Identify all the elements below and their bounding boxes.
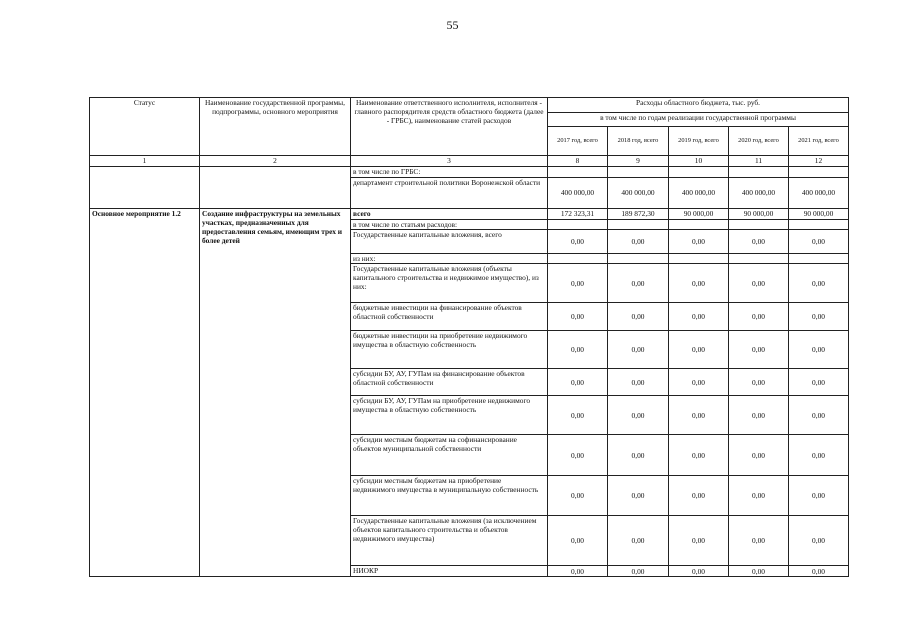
row-value: 0,00 — [548, 369, 608, 396]
row-value: 0,00 — [789, 331, 849, 369]
row-value — [608, 220, 669, 230]
budget-table — [89, 97, 849, 577]
header-year: 2018 год, всего — [608, 127, 669, 156]
row-value: 0,00 — [548, 331, 608, 369]
page-number: 55 — [446, 18, 459, 32]
header-expenses-title: Расходы областного бюджета, тыс. руб. — [548, 98, 849, 113]
index-row — [90, 156, 849, 167]
row-value — [548, 254, 608, 264]
row-value: 0,00 — [608, 566, 669, 577]
row-label: НИОКР — [351, 566, 548, 577]
row-value: 0,00 — [789, 369, 849, 396]
row-value: 400 000,00 — [608, 178, 669, 209]
row-value — [548, 220, 608, 230]
row-label: в том числе по статьям расходов: — [351, 220, 548, 230]
row-value: 0,00 — [729, 396, 789, 435]
row-value: 0,00 — [608, 476, 669, 516]
row-value — [548, 167, 608, 178]
row-value: 0,00 — [789, 303, 849, 331]
row-label: субсидии местным бюджетам на софинансирование объектов муниципальной собственности — [351, 435, 548, 476]
header-executor: Наименование ответственного исполнителя, исполнителя - главного распорядителя средств областного бюджета (далее - ГРБС), наименование статей расходов — [351, 98, 548, 156]
row-value: 0,00 — [789, 566, 849, 577]
row-value: 0,00 — [669, 331, 729, 369]
row-value: 0,00 — [608, 396, 669, 435]
row-value: 0,00 — [729, 230, 789, 254]
row-value: 0,00 — [669, 435, 729, 476]
index-cell: 8 — [548, 156, 608, 167]
row-value — [789, 254, 849, 264]
row-value: 0,00 — [608, 230, 669, 254]
index-cell: 12 — [789, 156, 849, 167]
row-label: в том числе по ГРБС: — [351, 167, 548, 178]
header-year: 2019 год, всего — [669, 127, 729, 156]
row-value — [608, 254, 669, 264]
table-row — [90, 209, 849, 220]
row-value: 189 872,30 — [608, 209, 669, 220]
row-value: 0,00 — [729, 264, 789, 303]
row-value: 0,00 — [608, 303, 669, 331]
row-value — [669, 167, 729, 178]
header-by-years: в том числе по годам реализации государственной программы — [548, 113, 849, 127]
row-value: 0,00 — [548, 435, 608, 476]
row-value: 0,00 — [729, 566, 789, 577]
row-value: 172 323,31 — [548, 209, 608, 220]
program-cell — [200, 167, 351, 209]
index-cell: 11 — [729, 156, 789, 167]
row-value: 0,00 — [789, 264, 849, 303]
row-label: всего — [351, 209, 548, 220]
index-cell: 9 — [608, 156, 669, 167]
row-label: субсидии БУ, АУ, ГУПам на приобретение недвижимого имущества в областную собственность — [351, 396, 548, 435]
row-value: 90 000,00 — [789, 209, 849, 220]
row-value: 400 000,00 — [548, 178, 608, 209]
row-value: 0,00 — [669, 303, 729, 331]
row-label: департамент строительной политики Воронежской области — [351, 178, 548, 209]
row-value: 0,00 — [548, 476, 608, 516]
row-value — [669, 220, 729, 230]
row-value: 0,00 — [729, 476, 789, 516]
row-value: 0,00 — [789, 230, 849, 254]
row-value — [729, 254, 789, 264]
index-cell: 1 — [90, 156, 200, 167]
header-year: 2020 год, всего — [729, 127, 789, 156]
row-value: 0,00 — [548, 264, 608, 303]
row-value — [789, 220, 849, 230]
header-row-1 — [90, 98, 849, 113]
row-label: бюджетные инвестиции на финансирование объектов областной собственности — [351, 303, 548, 331]
row-label: Государственные капитальные вложения, всего — [351, 230, 548, 254]
row-value: 0,00 — [789, 396, 849, 435]
index-cell: 3 — [351, 156, 548, 167]
row-value: 0,00 — [729, 435, 789, 476]
row-value: 0,00 — [729, 516, 789, 566]
row-value: 0,00 — [729, 331, 789, 369]
row-label: Государственные капитальные вложения (за исключением объектов капитального строительства и объектов недвижимого имущества) — [351, 516, 548, 566]
row-value: 0,00 — [789, 435, 849, 476]
index-cell: 10 — [669, 156, 729, 167]
row-value — [669, 254, 729, 264]
row-value: 0,00 — [608, 331, 669, 369]
row-value: 0,00 — [669, 566, 729, 577]
status-cell — [90, 167, 200, 209]
row-label: Государственные капитальные вложения (объекты капитального строительства и недвижимое имущество), из них: — [351, 264, 548, 303]
row-value: 0,00 — [548, 396, 608, 435]
row-value: 0,00 — [608, 264, 669, 303]
row-label: из них: — [351, 254, 548, 264]
row-value: 0,00 — [789, 516, 849, 566]
measure-status: Основное мероприятие 1.2 — [90, 209, 200, 577]
row-value: 400 000,00 — [669, 178, 729, 209]
table-row — [90, 167, 849, 178]
row-value: 0,00 — [669, 516, 729, 566]
row-value: 0,00 — [548, 516, 608, 566]
row-value: 0,00 — [669, 396, 729, 435]
header-status: Статус — [90, 98, 200, 156]
header-program-name: Наименование государственной программы, подпрограммы, основного мероприятия — [200, 98, 351, 156]
row-value: 0,00 — [608, 369, 669, 396]
row-value: 0,00 — [729, 303, 789, 331]
row-value: 400 000,00 — [789, 178, 849, 209]
header-year: 2017 год, всего — [548, 127, 608, 156]
row-value: 0,00 — [729, 369, 789, 396]
row-value: 0,00 — [548, 566, 608, 577]
measure-name: Создание инфраструктуры на земельных участках, предназначенных для предоставления семьям, имеющим трех и более детей — [200, 209, 351, 577]
index-cell: 2 — [200, 156, 351, 167]
row-value: 0,00 — [548, 303, 608, 331]
row-label: субсидии местным бюджетам на приобретение недвижимого имущества в муниципальную собственность — [351, 476, 548, 516]
row-label: субсидии БУ, АУ, ГУПам на финансирование объектов областной собственности — [351, 369, 548, 396]
row-value: 0,00 — [608, 435, 669, 476]
row-value: 0,00 — [669, 369, 729, 396]
row-value: 0,00 — [669, 476, 729, 516]
row-value — [729, 167, 789, 178]
row-value: 0,00 — [548, 230, 608, 254]
row-value — [789, 167, 849, 178]
row-label: бюджетные инвестиции на приобретение недвижимого имущества в областную собственность — [351, 331, 548, 369]
row-value — [729, 220, 789, 230]
row-value: 0,00 — [669, 230, 729, 254]
row-value: 400 000,00 — [729, 178, 789, 209]
row-value: 0,00 — [608, 516, 669, 566]
row-value — [608, 167, 669, 178]
header-year: 2021 год, всего — [789, 127, 849, 156]
row-value: 0,00 — [669, 264, 729, 303]
row-value: 90 000,00 — [729, 209, 789, 220]
row-value: 90 000,00 — [669, 209, 729, 220]
row-value: 0,00 — [789, 476, 849, 516]
